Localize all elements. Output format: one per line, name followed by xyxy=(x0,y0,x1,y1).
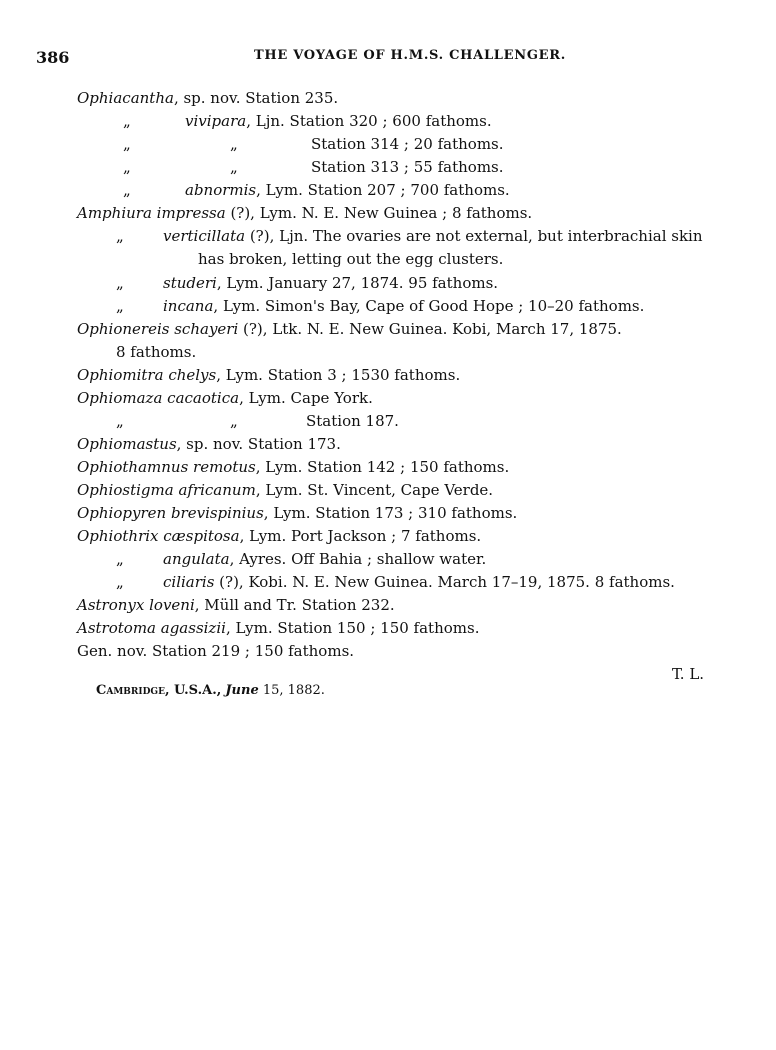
list-item xyxy=(123,157,131,177)
running-head: THE VOYAGE OF H.M.S. CHALLENGER. xyxy=(254,48,566,63)
entry-text: , Lym. St. Vincent, Cape Verde. xyxy=(255,481,494,499)
ditto-mark: „ xyxy=(116,573,124,591)
entry-text: , Ljn. Station 320 ; 600 fathoms. xyxy=(246,112,492,130)
ditto-mark: „ xyxy=(123,181,131,199)
list-item xyxy=(230,134,238,154)
genus-name: Ophiomaza cacaotica xyxy=(77,389,240,407)
list-item xyxy=(77,480,493,500)
entry-text: , Müll and Tr. Station 232. xyxy=(194,596,395,614)
genus-name: Ophiostigma africanum xyxy=(77,481,256,499)
species-name: vivipara xyxy=(185,112,247,130)
list-item xyxy=(77,526,481,546)
entry-text: , Lym. Simon's Bay, Cape of Good Hope ; 10–20 fathoms. xyxy=(213,297,645,315)
genus-name: Astrotoma agassizii xyxy=(77,619,226,637)
list-item xyxy=(163,296,644,316)
entry-text: , Lym. Station 142 ; 150 fathoms. xyxy=(255,458,510,476)
dateline-rest: 15, 1882. xyxy=(258,683,325,698)
entry-text: , Lym. January 27, 1874. 95 fathoms. xyxy=(216,274,499,292)
genus-name: Ophiomastus xyxy=(77,435,177,453)
entry-text: , Lym. Station 173 ; 310 fathoms. xyxy=(263,504,518,522)
entry-text: , Lym. Port Jackson ; 7 fathoms. xyxy=(239,527,482,545)
list-item xyxy=(185,111,492,131)
entry-text: , Ayres. Off Bahia ; shallow water. xyxy=(229,550,487,568)
list-item xyxy=(116,549,124,569)
list-item xyxy=(116,411,124,431)
list-item xyxy=(311,157,504,177)
entry-text: (?), Ltk. N. E. New Guinea. Kobi, March 17, 1875. xyxy=(238,320,622,338)
list-item xyxy=(230,411,238,431)
entry-text: (?), Ljn. The ovaries are not external, but interbrachial skin xyxy=(245,227,703,245)
species-name: ciliaris xyxy=(163,573,215,591)
list-item xyxy=(123,134,131,154)
genus-name: Ophionereis schayeri xyxy=(77,320,239,338)
list-item xyxy=(306,411,399,431)
ditto-mark: „ xyxy=(116,412,124,430)
list-item xyxy=(116,296,124,316)
genus-name: Ophiomitra chelys xyxy=(77,366,217,384)
species-name: studeri xyxy=(163,274,217,292)
list-item xyxy=(163,273,498,293)
list-item xyxy=(77,388,373,408)
ditto-mark: „ xyxy=(116,274,124,292)
page-header xyxy=(36,48,730,70)
list-item xyxy=(77,641,354,661)
genus-name: Astronyx loveni xyxy=(77,596,195,614)
list-item xyxy=(230,157,238,177)
list-item xyxy=(123,111,131,131)
entry-text: , Lym. Cape York. xyxy=(239,389,373,407)
genus-name: Ophiothamnus remotus xyxy=(77,458,256,476)
list-item xyxy=(116,572,124,592)
ditto-mark: „ xyxy=(123,135,131,153)
entry-text: 8 fathoms. xyxy=(116,343,197,361)
species-name: incana xyxy=(163,297,214,315)
list-item xyxy=(116,342,196,362)
entry-text: Gen. nov. Station 219 ; 150 fathoms. xyxy=(77,642,355,660)
list-item xyxy=(77,88,338,108)
list-item xyxy=(77,457,509,477)
list-item xyxy=(163,572,675,592)
list-item xyxy=(163,226,703,246)
list-item xyxy=(77,434,341,454)
ditto-mark: „ xyxy=(116,550,124,568)
genus-name: Ophiothrix cæspitosa xyxy=(77,527,240,545)
ditto-mark: „ xyxy=(230,158,238,176)
entry-text: (?), Kobi. N. E. New Guinea. March 17–19, 1875. 8 fathoms. xyxy=(214,573,675,591)
list-item xyxy=(123,180,131,200)
genus-name: Ophiacantha xyxy=(77,89,174,107)
entry-text: has broken, letting out the egg clusters. xyxy=(198,250,504,268)
ditto-mark: „ xyxy=(116,297,124,315)
dateline-place: Cambridge, U.S.A., xyxy=(96,683,222,698)
author-initials: T. L. xyxy=(672,665,705,683)
list-item xyxy=(198,249,503,269)
list-item xyxy=(185,180,510,200)
list-item xyxy=(77,503,517,523)
list-item xyxy=(77,365,460,385)
species-name: verticillata xyxy=(163,227,246,245)
genus-name: Amphiura impressa xyxy=(77,204,226,222)
list-item xyxy=(77,595,395,615)
ditto-mark: „ xyxy=(230,412,238,430)
dateline xyxy=(96,683,325,698)
entry-text: Station 313 ; 55 fathoms. xyxy=(311,158,504,176)
entry-text: Station 314 ; 20 fathoms. xyxy=(311,135,504,153)
list-item xyxy=(77,319,622,339)
ditto-mark: „ xyxy=(123,158,131,176)
entry-text: , Lym. Station 3 ; 1530 fathoms. xyxy=(216,366,461,384)
list-item xyxy=(163,549,486,569)
genus-name: Ophiopyren brevispinius xyxy=(77,504,264,522)
species-name: angulata xyxy=(163,550,230,568)
entry-text: , sp. nov. Station 235. xyxy=(173,89,339,107)
ditto-mark: „ xyxy=(230,135,238,153)
species-name: abnormis xyxy=(185,181,257,199)
list-item xyxy=(77,618,479,638)
entry-text: (?), Lym. N. E. New Guinea ; 8 fathoms. xyxy=(225,204,533,222)
list-item xyxy=(77,203,532,223)
page-number: 386 xyxy=(36,48,70,67)
entry-text: , Lym. Station 150 ; 150 fathoms. xyxy=(225,619,480,637)
list-item xyxy=(116,226,124,246)
entry-text: , Lym. Station 207 ; 700 fathoms. xyxy=(256,181,510,199)
entry-text: Station 187. xyxy=(306,412,399,430)
entry-text: , sp. nov. Station 173. xyxy=(176,435,341,453)
ditto-mark: „ xyxy=(123,112,131,130)
dateline-month: June xyxy=(225,683,259,698)
ditto-mark: „ xyxy=(116,227,124,245)
list-item xyxy=(311,134,504,154)
list-item xyxy=(116,273,124,293)
